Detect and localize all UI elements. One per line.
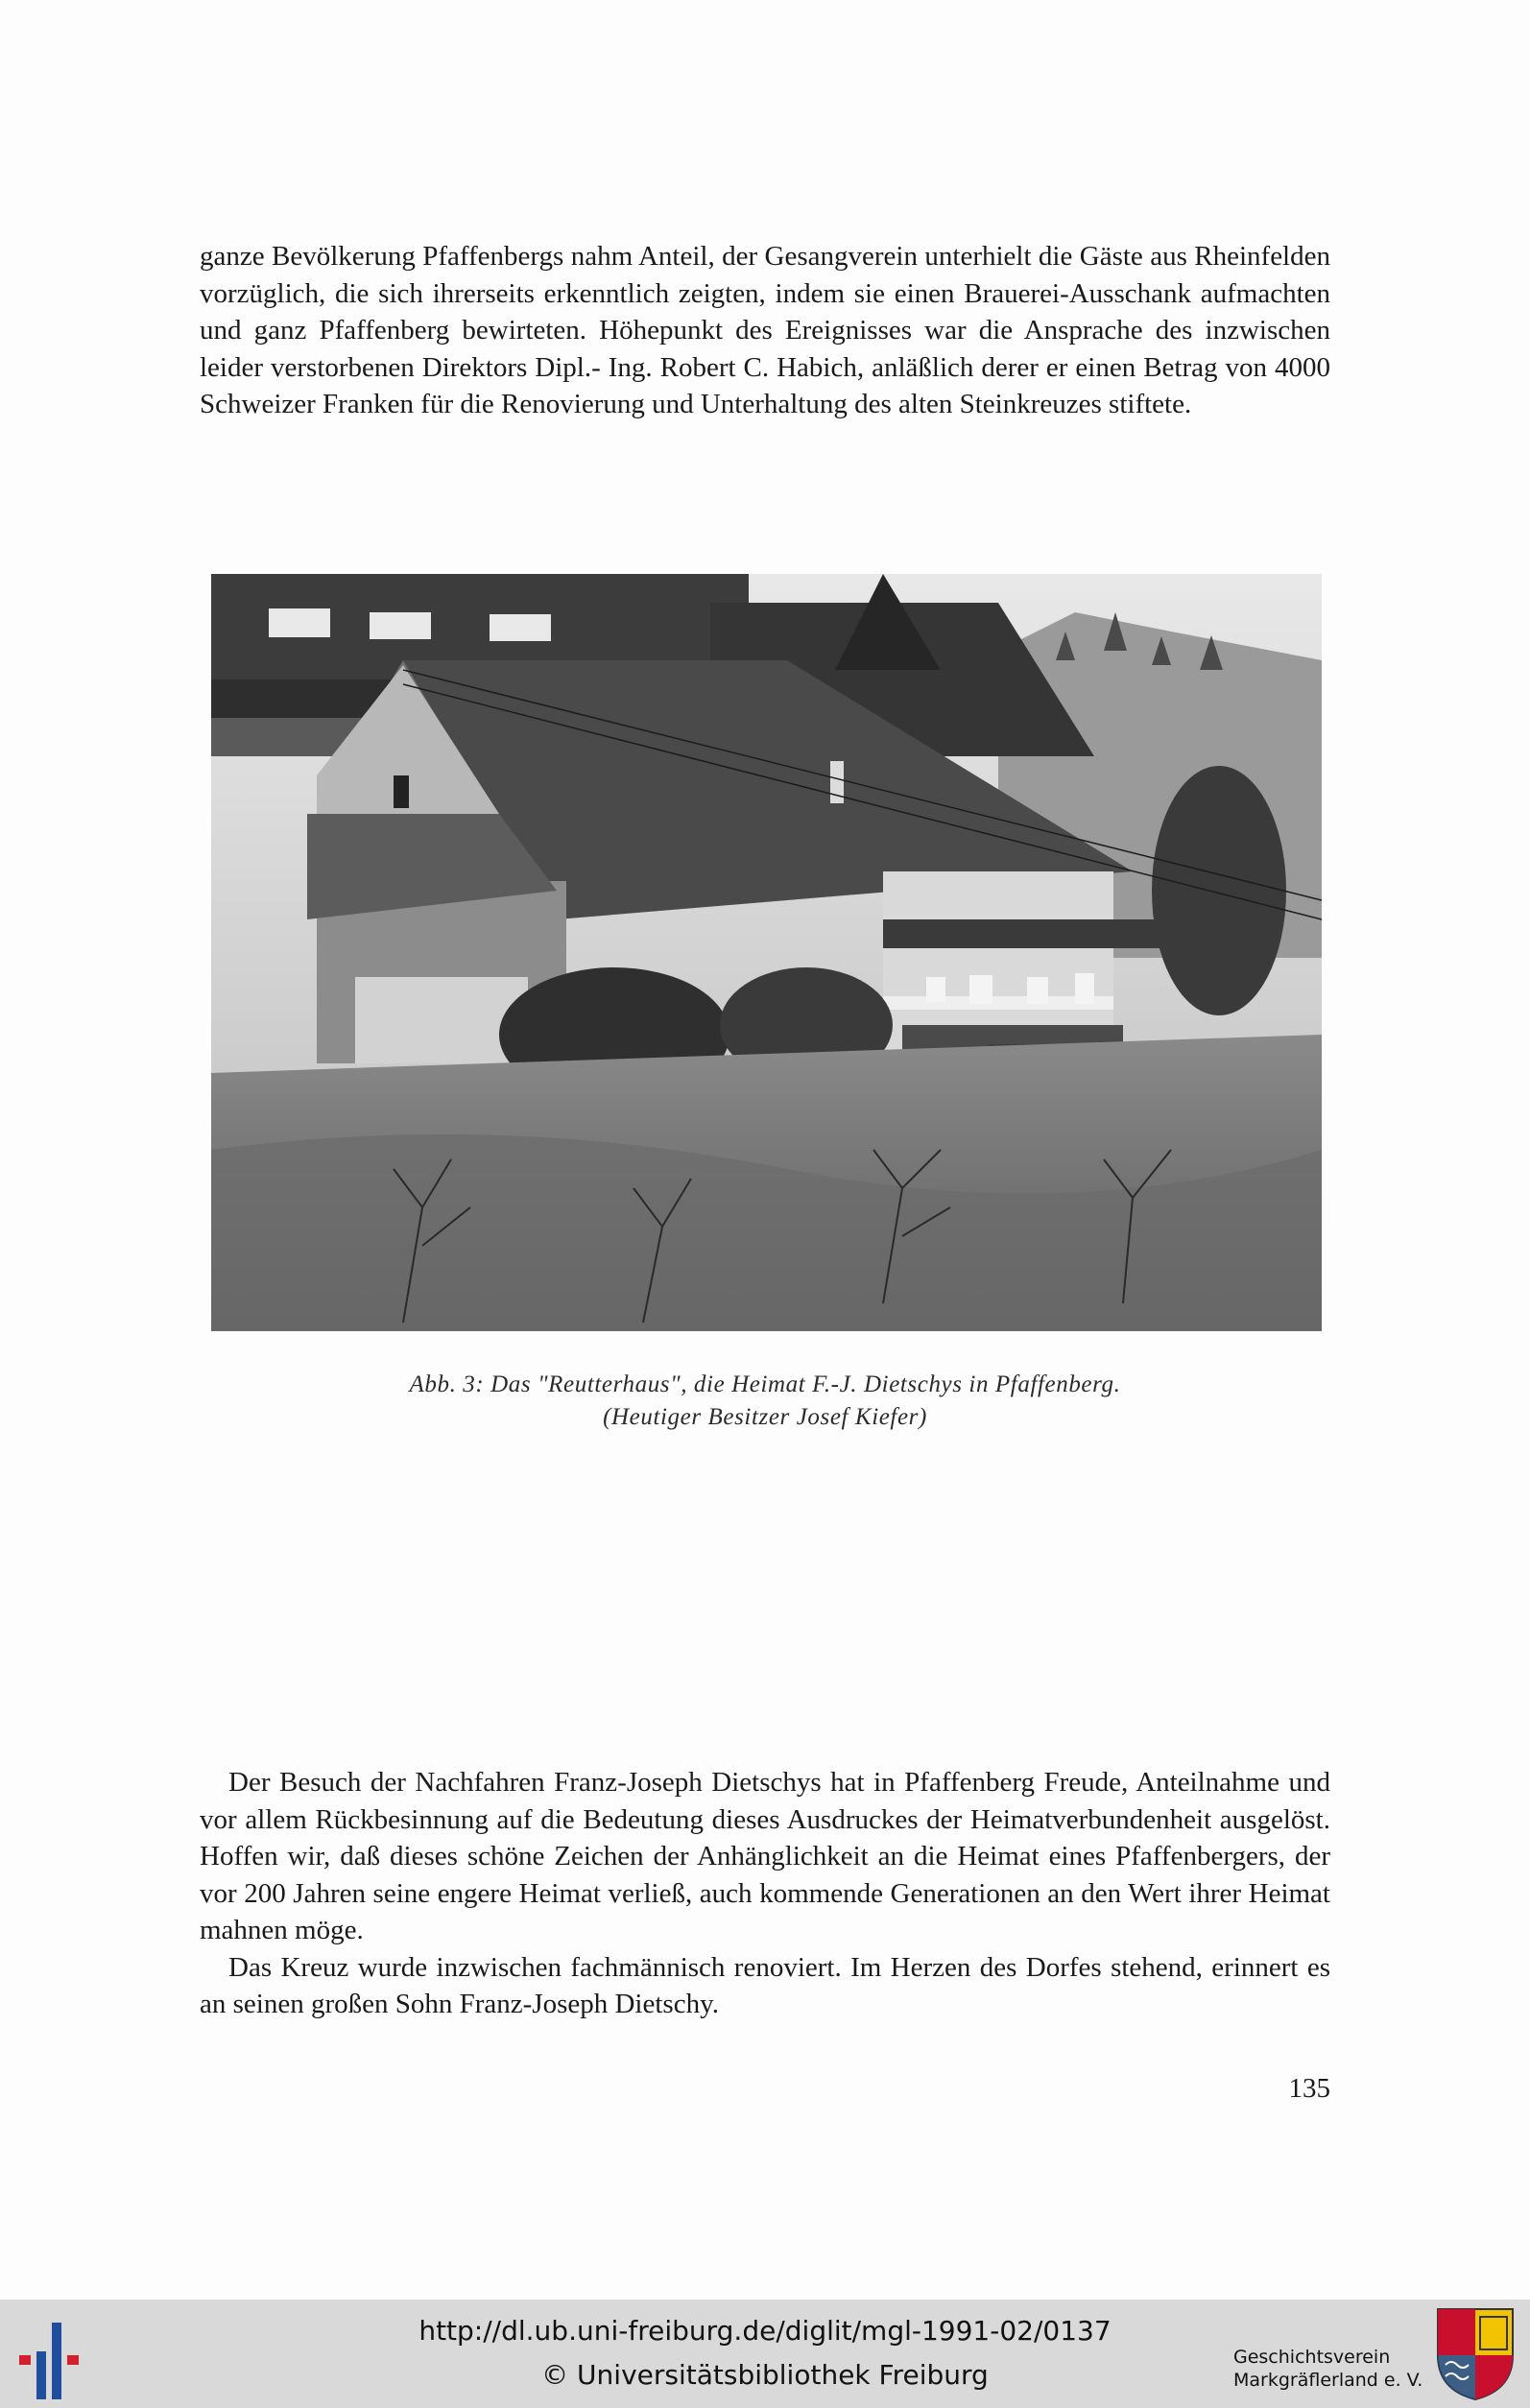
society-line-1: Geschichtsverein [1233, 2347, 1391, 2368]
caption-line-1: Abb. 3: Das "Reutterhaus", die Heimat F.-J. Dietschys in Pfaffenberg. [409, 1371, 1121, 1397]
caption-line-2: (Heutiger Besitzer Josef Kiefer) [603, 1404, 927, 1430]
body-text-bottom [200, 1764, 1330, 2023]
paragraph: ganze Bevölkerung Pfaffenbergs nahm Anteil, der Gesangverein unterhielt die Gäste aus Rheinfelden vorzüglich, die sich ihrerseits erkenntlich zeigten, indem sie einen Brauerei-Ausschank aufmachten und ganz Pfaffenberg bewirteten. Höhepunkt des Ereignisses war die Ansprache des inzwischen leider verstorbenen Direktors Dipl.- Ing. Robert C. Habich, anläßlich derer er einen Betrag von 4000 Schweizer Franken für die Renovierung und Unterhaltung des alten Steinkreuzes stiftete. [200, 241, 1330, 419]
body-text-top [200, 238, 1330, 423]
photo-reutterhaus [211, 574, 1322, 1331]
page-number: 135 [1288, 2073, 1330, 2104]
society-line-2: Markgräflerland e. V. [1233, 2370, 1423, 2391]
document-url-link[interactable]: http://dl.ub.uni-freiburg.de/diglit/mgl-1991-02/0137 [418, 2315, 1112, 2347]
footer-bar [0, 2300, 1530, 2408]
paragraph: Der Besuch der Nachfahren Franz-Joseph Dietschys hat in Pfaffenberg Freude, Anteilnahme und vor allem Rückbesinnung auf die Bedeutung dieses Ausdruckes der Heimatverbundenheit ausgelöst. Hoffen wir, daß dieses schöne Zeichen der Anhänglichkeit an die Heimat eines Pfaffenbergers, der vor 200 Jahren seine engere Heimat verließ, auch kommende Generationen an den Wert ihrer Heimat mahnen möge. [200, 1767, 1330, 1945]
coat-of-arms-icon [1436, 2307, 1515, 2401]
copyright-text: © Universitätsbibliothek Freiburg [541, 2359, 989, 2391]
figure-caption [200, 1369, 1330, 1434]
paragraph: Das Kreuz wurde inzwischen fachmännisch renoviert. Im Herzen des Dorfes stehend, erinnert es an seinen großen Sohn Franz-Joseph Dietschy. [200, 1951, 1330, 2019]
house-photo-illustration [211, 574, 1322, 1331]
society-name [1233, 2346, 1422, 2392]
